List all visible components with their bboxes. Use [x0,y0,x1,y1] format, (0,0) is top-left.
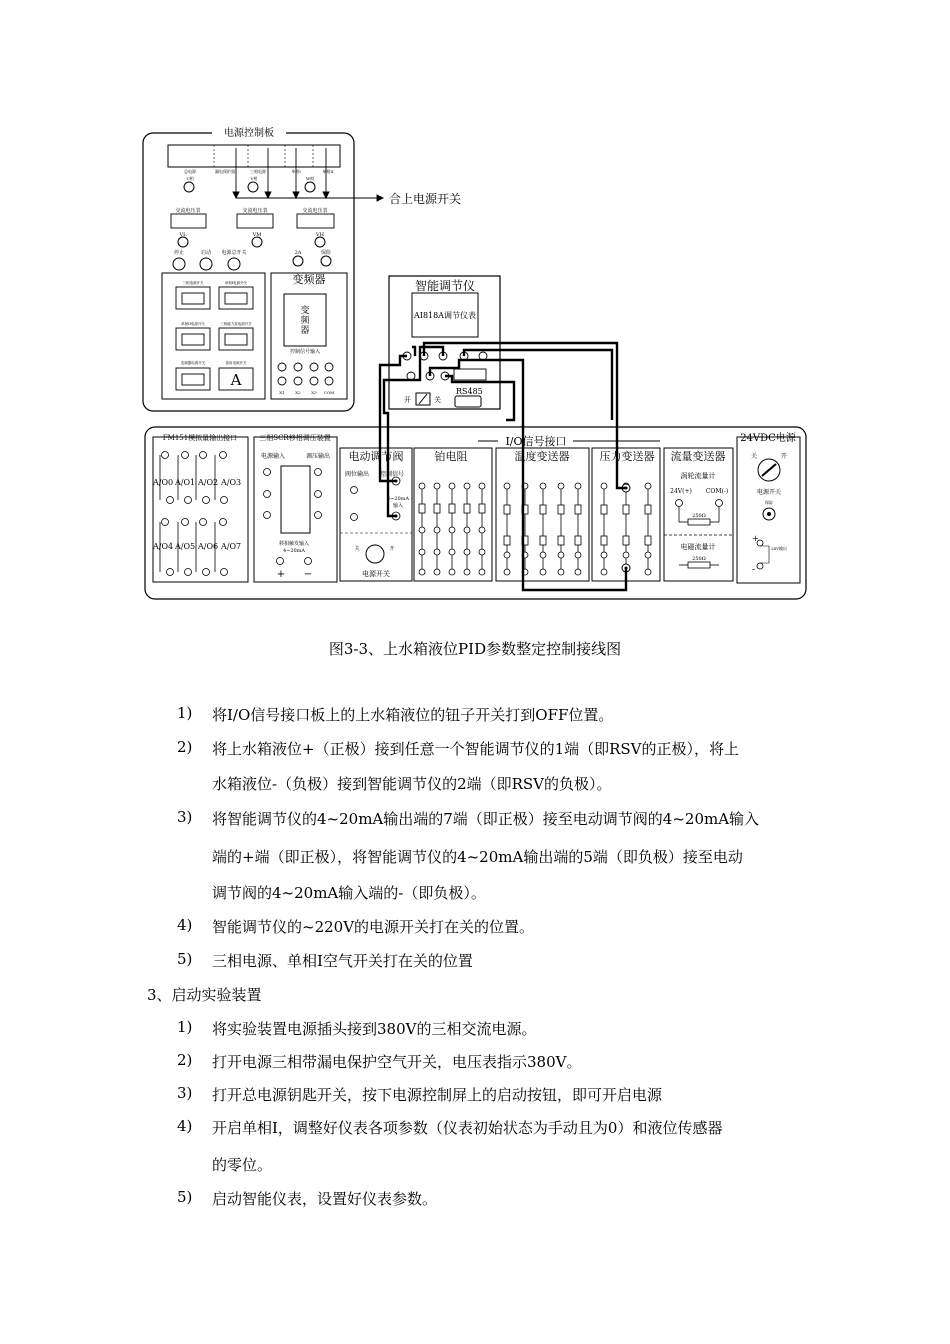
button-label: 停止 [173,250,185,256]
meter-label: 交流电压表 [302,208,328,214]
step-number: 3) [177,808,193,826]
step-text: 的零位。 [212,1156,273,1174]
breaker-label: 三相电源 [250,169,266,174]
svg-text:变: 变 [300,306,310,316]
step-number: 1) [177,1018,193,1036]
valve-input-label: 输入 [392,503,404,509]
scr-plus: + [276,569,286,580]
button-label: 2A [294,250,302,256]
step-text: 端的+端（即正极），将智能调节仪的4~20mA输出端的5端（即负极）接至电动 [212,848,743,866]
step-text: 打开电源三相带漏电保护空气开关，电压表指示380V。 [212,1053,582,1071]
switch-label: 单相I电源开关 [224,281,248,285]
svg-text:频: 频 [300,316,310,326]
meter-sublabel: VM [252,232,262,238]
fm151-channel: A/O7 [221,542,242,551]
breaker-sublabel: U相 [186,176,194,181]
figure-caption: 图3-3、上水箱液位PID参数整定控制接线图 [328,640,622,658]
wiring-diagram [0,0,950,630]
scr-output-label: 调压输出 [305,453,331,460]
switch-label: 单相II电源开关 [181,322,205,326]
step-text: 三相电源、单相I空气开关打在关的位置 [212,952,473,970]
power24-title: 24VDC电源 [740,433,796,444]
scr-control-label: 移相触发输入 [278,541,310,547]
meter-sublabel: VH [316,232,324,238]
inverter-subtitle: 控制信号输入 [289,349,321,355]
breaker-sublabel: W相 [305,176,315,181]
flow-plus-label: 24V(+) [670,488,692,495]
step-number: 4) [177,916,193,934]
fm151-channel: A/O1 [175,478,196,487]
svg-text:-: - [752,565,756,575]
valve-switch-on: 开 [389,546,395,552]
resistor-label: 250Ω [692,513,706,519]
flow-com-label: COM(-) [705,488,729,495]
valve-position-label: 阀位输出 [344,471,370,478]
power24-on: 开 [780,453,788,460]
fm151-channel: A/O6 [198,542,219,551]
fm151-channel: A/O5 [175,542,196,551]
breaker-label: 单相II [322,169,334,174]
fm151-channel: A/O3 [221,478,242,487]
fm151-channel: A/O4 [153,542,174,551]
step-text: 将实验装置电源插头接到380V的三相交流电源。 [212,1020,537,1038]
scr-input-label: 电源输入 [260,453,286,460]
turbine-flowmeter-label: 涡轮流量计 [680,472,716,480]
fm151-channel: A/O2 [198,478,219,487]
step-text: 打开总电源钥匙开关，按下电源控制屏上的启动按钮，即可开启电源 [212,1086,663,1104]
step-number: 5) [177,1188,193,1206]
io-board-title: I/O信号接口 [505,435,567,448]
scr-minus: − [303,569,313,580]
meter-label: 交流电压表 [242,208,268,214]
inverter-terminal: COM [323,390,335,395]
breaker-label: 单相I [291,169,301,174]
svg-text:器: 器 [300,326,310,336]
valve-switch-off: 关 [354,546,360,552]
step-number: 3) [177,1084,193,1102]
fm151-channel: A/O0 [153,478,174,487]
rtd-title: 铂电阻 [434,450,468,463]
callout-text: 合上电源开关 [389,192,462,206]
scr-title: 三相SCR移相调压装置 [259,434,331,442]
power24-fuse: 保险 [765,500,773,505]
step-number: 2) [177,738,193,756]
section-heading: 3、启动实验装置 [147,986,262,1004]
step-text: 调节阀的4~20mA输入端的-（即负极）。 [212,884,486,902]
step-number: 1) [177,704,193,722]
fm151-title: FM151模拟量输出接口 [162,434,238,442]
inverter-terminal: X1 [279,390,285,395]
meter-sublabel: VL [179,232,187,238]
button-label: 电源总开关 [221,250,247,256]
scr-control-range: 4~20mA [282,548,306,554]
button-label: 启动 [200,250,212,256]
controller-title: 智能调节仪 [414,279,476,293]
io-signal-board [145,427,806,599]
temp-transmitter-title: 温度变送器 [514,450,570,463]
pressure-transmitter-title: 压力变送器 [599,450,655,463]
switch-label: 三相磁力泵电源开关 [220,322,252,326]
step-number: 5) [177,950,193,968]
power24-switch-label: 电源开关 [756,489,782,496]
step-number: 4) [177,1117,193,1135]
valve-input-range: 4~20mA [386,496,410,502]
rs485-label: RS485 [456,387,483,396]
ammeter-symbol: A [230,371,242,389]
step-text: 将I/O信号接口板上的上水箱液位的钮子开关打到OFF位置。 [212,706,614,724]
inverter-terminal: X3 [311,390,317,395]
controller-model: AI818A调节仪表 [414,311,476,320]
valve-signal-label: 控制信号 [379,471,405,478]
switch-label: 变频器电源开关 [180,361,206,365]
breaker-sublabel: V相 [250,176,258,181]
step-text: 将智能调节仪的4~20mA输出端的7端（即正极）接至电动调节阀的4~20mA输入 [212,810,760,828]
resistor-label: 250Ω [692,556,706,562]
power24-output: 24V输出 [771,546,787,551]
inverter-title: 变频器 [292,273,326,286]
power24-off: 关 [750,453,758,460]
valve-switch-label: 电源开关 [362,570,390,578]
inverter-terminal: X2 [295,390,301,395]
controller-switch-on: 开 [404,396,411,404]
step-text: 水箱液位-（负极）接到智能调节仪的2端（即RSV的负极）。 [212,775,612,793]
power-panel-title: 电源控制板 [224,128,274,139]
switch-label: 备用电源开关 [225,361,247,365]
step-text: 智能调节仪的~220V的电源开关打在关的位置。 [212,918,535,936]
step-text: 开启单相I，调整好仪表各项参数（仪表初始状态为手动且为0）和液位传感器 [212,1119,723,1137]
valve-title: 电动调节阀 [348,450,404,463]
switch-label: 三相电源开关 [182,281,204,285]
controller-switch-off: 关 [434,396,441,404]
power-control-panel [143,126,461,411]
flow-transmitter-title: 流量变送器 [670,450,726,463]
breaker-label: 总电源 [184,169,196,174]
step-text: 启动智能仪表，设置好仪表参数。 [212,1190,438,1208]
button-label: 保险 [320,250,332,256]
step-number: 2) [177,1051,193,1069]
step-text: 将上水箱液位+（正极）接到任意一个智能调节仪的1端（即RSV的正极），将上 [212,740,740,758]
svg-text:+: + [752,534,759,543]
breaker-label: 漏电保护器 [215,169,235,174]
em-flowmeter-label: 电磁流量计 [680,543,716,551]
meter-label: 交流电压表 [175,208,201,214]
